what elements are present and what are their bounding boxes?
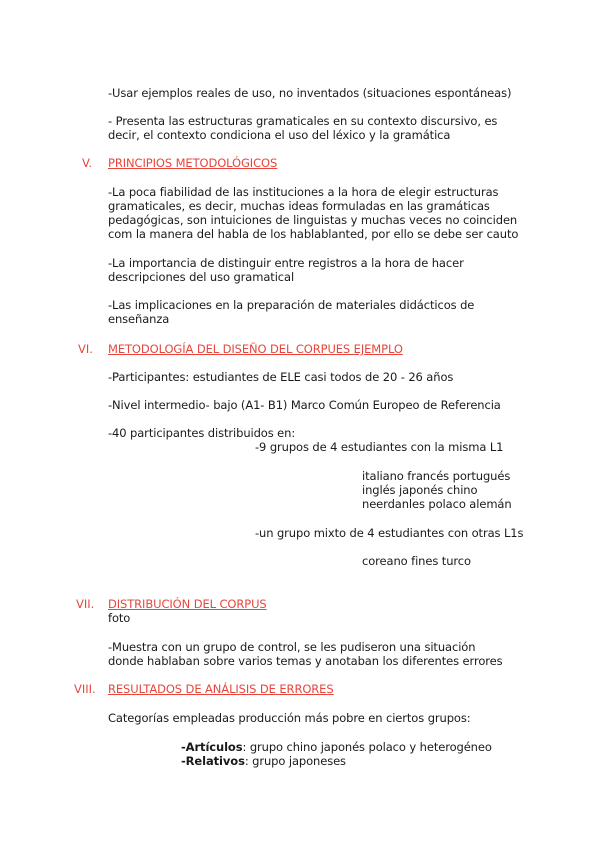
s6-participants: -Participantes: estudiantes de ELE casi todos de 20 - 26 años (108, 370, 454, 384)
s6-languages-4: coreano fines turco (362, 554, 471, 568)
section-8-heading: RESULTADOS DE ANÁLISIS DE ERRORES (108, 682, 334, 696)
s5-paragraph-1-line-4: com la manera del habla de los hablablanted, por ello se debe ser cauto (108, 227, 519, 241)
s6-level: -Nivel intermedio- bajo (A1- B1) Marco Común Europeo de Referencia (108, 398, 501, 412)
section-6-number: VI. (78, 342, 93, 356)
s8-bullet-relativos-label: -Relativos (181, 754, 245, 768)
intro-paragraph-1: -Usar ejemplos reales de uso, no inventados (situaciones espontáneas) (108, 86, 512, 100)
s6-distribution: -40 participantes distribuidos en: (108, 426, 296, 440)
s5-paragraph-3-line-1: -Las implicaciones en la preparación de materiales didácticos de (108, 298, 475, 312)
s7-paragraph-line-2: donde hablaban sobre varios temas y anotaban los diferentes errores (108, 654, 503, 668)
section-8-number: VIII. (74, 682, 96, 696)
section-5-heading: PRINCIPIOS METODOLÓGICOS (108, 156, 278, 170)
intro-paragraph-2-line-2: decir, el contexto condiciona el uso del léxico y la gramática (108, 128, 451, 142)
section-6-heading: METODOLOGÍA DEL DISEÑO DEL CORPUES EJEMPLO (108, 342, 403, 356)
s6-group-1: -9 grupos de 4 estudiantes con la misma L1 (255, 440, 504, 454)
s5-paragraph-3-line-2: enseñanza (108, 312, 170, 326)
s5-paragraph-1-line-2: gramaticales, es decir, muchas ideas formuladas en las gramáticas (108, 199, 490, 213)
s6-languages-3: neerdanles polaco alemán (362, 497, 512, 511)
s5-paragraph-1-line-1: -La poca fiabilidad de las instituciones a la hora de elegir estructuras (108, 185, 499, 199)
s6-group-2: -un grupo mixto de 4 estudiantes con otras L1s (255, 526, 524, 540)
s8-bullet-relativos (181, 754, 346, 768)
section-7-number: VII. (76, 597, 95, 611)
s8-categories: Categorías empleadas producción más pobre en ciertos grupos: (108, 711, 471, 725)
section-7-heading: DISTRIBUCIÓN DEL CORPUS (108, 597, 267, 611)
s6-languages-1: italiano francés portugués (362, 469, 511, 483)
s8-bullet-articulos-label: -Artículos (181, 740, 243, 754)
s7-paragraph-line-1: -Muestra con un grupo de control, se les pudiseron una situación (108, 640, 476, 654)
s8-bullet-relativos-text: : grupo japoneses (244, 754, 346, 768)
s5-paragraph-1-line-3: pedagógicas, son intuiciones de linguistas y muchas veces no coinciden (108, 213, 518, 227)
s6-languages-2: inglés japonés chino (362, 483, 478, 497)
s8-bullet-articulos-text: : grupo chino japonés polaco y heterogéneo (242, 740, 492, 754)
section-5-number: V. (82, 156, 93, 170)
s5-paragraph-2-line-1: -La importancia de distinguir entre registros a la hora de hacer (108, 256, 464, 270)
s5-paragraph-2-line-2: descripciones del uso gramatical (108, 270, 295, 284)
s7-photo-note: foto (108, 611, 131, 625)
intro-paragraph-2-line-1: - Presenta las estructuras gramaticales en su contexto discursivo, es (108, 114, 498, 128)
s8-bullet-articulos (181, 740, 492, 754)
